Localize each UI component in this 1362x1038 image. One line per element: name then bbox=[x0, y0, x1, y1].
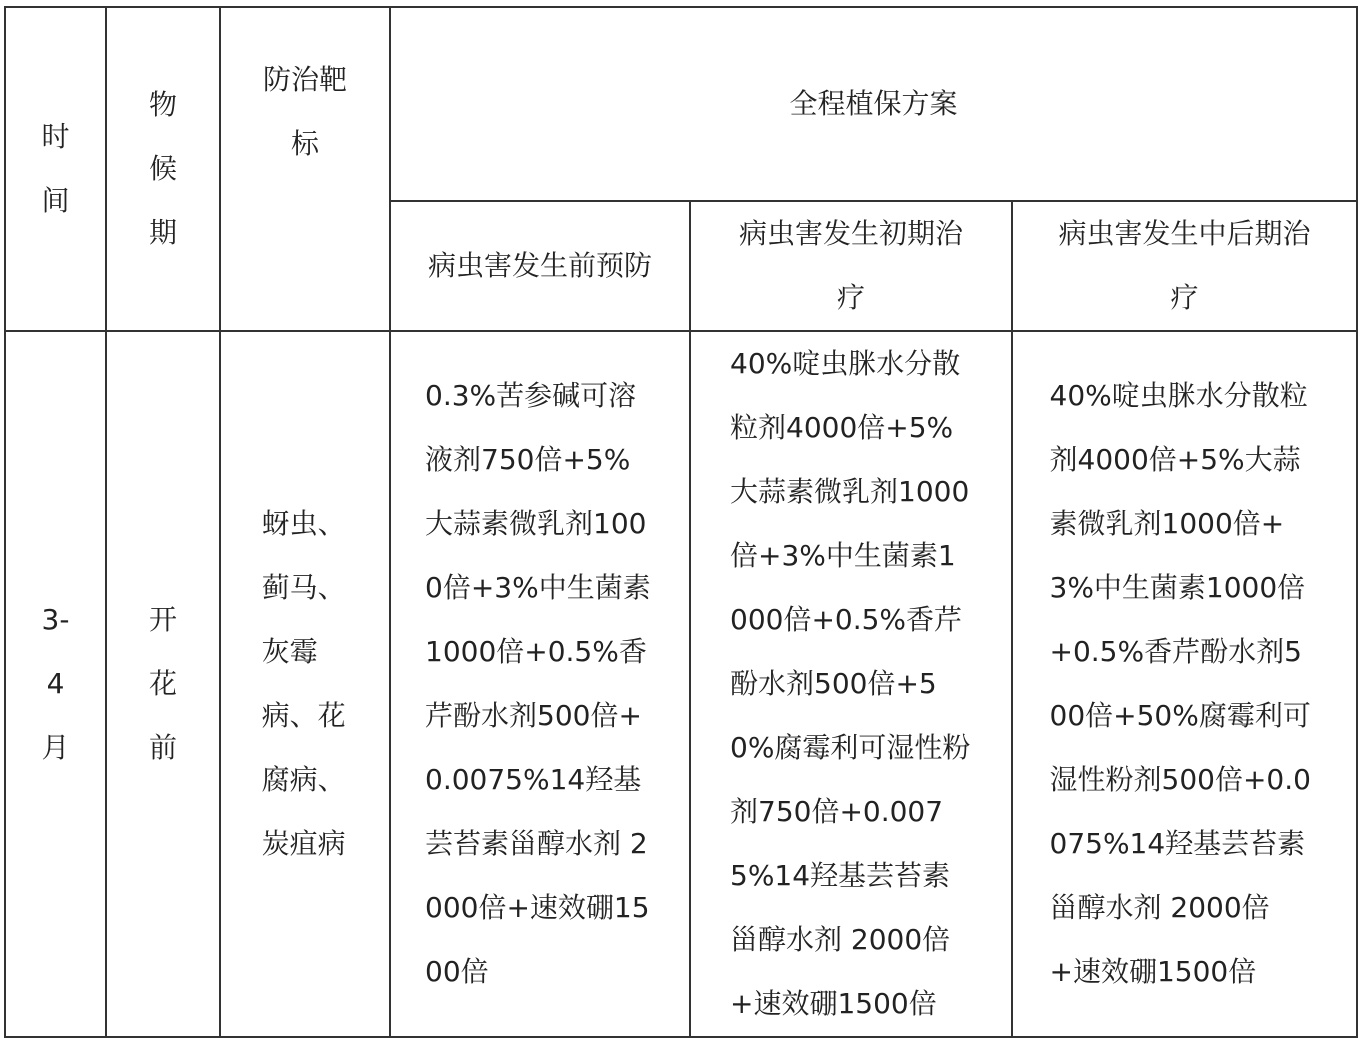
header-late-treatment: 病虫害发生中后期治疗 bbox=[1058, 217, 1311, 314]
header-plan: 全程植保方案 bbox=[789, 87, 958, 120]
header-time-cell bbox=[5, 7, 106, 331]
header-prevention-cell bbox=[390, 201, 690, 331]
header-prevention: 病虫害发生前预防 bbox=[427, 249, 652, 282]
target-cell bbox=[220, 331, 390, 1037]
table-row bbox=[5, 331, 1357, 1037]
row-target: 蚜虫、蓟马、灰霉病、花腐病、炭疽病 bbox=[261, 507, 346, 860]
header-early-cell bbox=[690, 201, 1012, 331]
header-early-treatment: 病虫害发生初期治疗 bbox=[738, 217, 963, 314]
header-target: 防治靶标 bbox=[262, 63, 347, 160]
row-early-treatment: 40%啶虫脒水分散粒剂4000倍+5%大蒜素微乳剂1000倍+3%中生菌素1000倍+0.5%香芹酚水剂500倍+50%腐霉利可湿性粉剂750倍+0.0075%14羟基芸苔素甾醇水剂 2000倍+速效硼1500倍 bbox=[730, 347, 971, 1020]
row-prevention: 0.3%苦参碱可溶液剂750倍+5%大蒜素微乳剂1000倍+3%中生菌素1000倍+0.5%香芹酚水剂500倍+0.0075%14羟基芸苔素甾醇水剂 2000倍+速效硼1500倍 bbox=[425, 379, 651, 988]
header-target-cell bbox=[220, 7, 390, 331]
header-phenology: 物候期 bbox=[148, 88, 177, 249]
time-cell bbox=[5, 331, 106, 1037]
late-treatment-cell bbox=[1012, 331, 1357, 1037]
row-late-treatment: 40%啶虫脒水分散粒剂4000倍+5%大蒜素微乳剂1000倍+3%中生菌素1000倍+0.5%香芹酚水剂500倍+50%腐霉利可湿性粉剂500倍+0.0075%14羟基芸苔素甾醇水剂 2000倍+速效硼1500倍 bbox=[1049, 379, 1311, 988]
header-row-1 bbox=[5, 7, 1357, 201]
header-time: 时间 bbox=[41, 120, 70, 217]
plant-protection-table bbox=[4, 6, 1358, 1038]
header-late-cell bbox=[1012, 201, 1357, 331]
header-phenology-cell bbox=[106, 7, 220, 331]
prevention-cell bbox=[390, 331, 690, 1037]
row-phenology: 开花前 bbox=[148, 603, 177, 764]
row-time: 3-4月 bbox=[41, 603, 70, 764]
phenology-cell bbox=[106, 331, 220, 1037]
header-plan-cell bbox=[390, 7, 1357, 201]
early-treatment-cell bbox=[690, 331, 1012, 1037]
